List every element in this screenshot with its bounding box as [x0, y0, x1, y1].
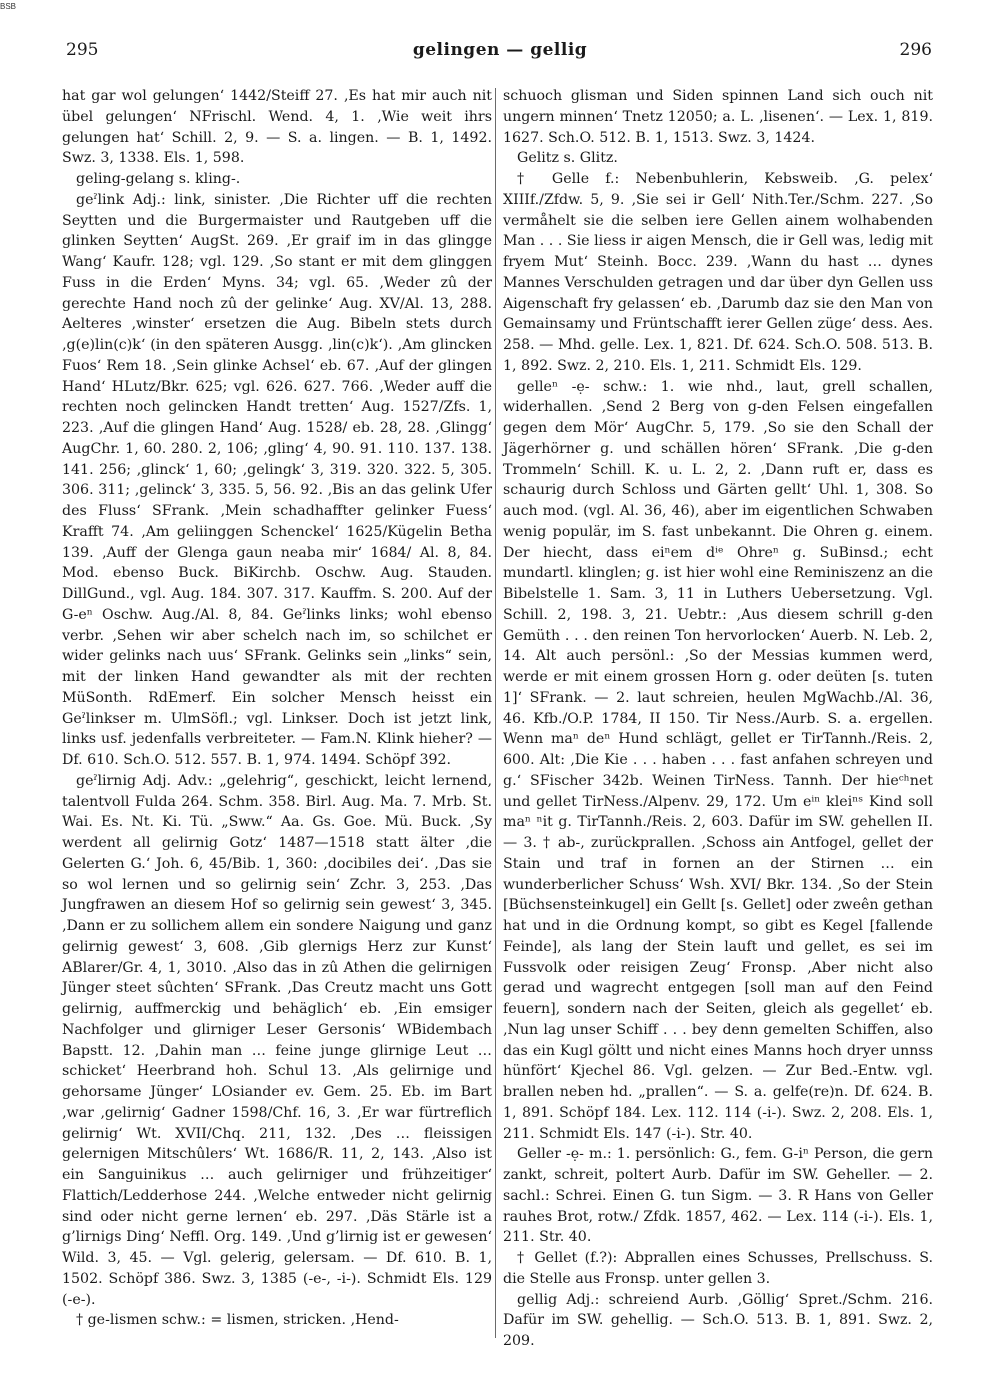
entry-continuation: hat gar wol gelungen‘ 1442/Steiff 27. ‚Es hat mir auch nit übel gelungen‘ NFrischl. Wend. 4, 1. ‚Wie weit ihrs gelungen hat‘ Schill. 2, 9. — S. a. lingen. — B. 1, 1492. Swz. 3, 1338. Els. 1, 598. — [62, 88, 492, 167]
entry-gelismen: † ge-lismen schw.: = lismen, stricken. ‚Hend- — [76, 1312, 399, 1329]
entry-geller: Geller -ẹ- m.: 1. persönlich: G., fem. G-iⁿ Person, die gern zankt, schreit, poltert Aurb. Dafür im SW. Geheller. — 2. sachl.: Schrei. Einen G. tun Sigm. — 3. R Hans von Geller rauhes Brot, rotw./ Zfdk. 1857, 462. — Lex. 114 (-i-). Els. 1, 211. Str. 40. — [503, 1146, 933, 1246]
page-number-left: 295 — [66, 40, 99, 60]
entry-gelink: geˀlink Adj.: link, sinister. ‚Die Richter uff die rechten Seytten und die Burgermaister und Rautgeben uff die glinken Seytten‘ AugSt. 269. ‚Er graif im in das glingge Wang‘ Kaufr. 128; vgl. 129. ‚So stant er mit dem glinggen Fuss in die Erden‘ Myns. 34; vgl. 65. ‚Weder zû der gerechte Hand noch zû der gelinke‘ Aug. XV/Al. 13, 288. Aelteres ‚winster‘ ersetzen die Aug. Bibeln stets durch ‚g(e)lin(c)k‘ (in den späteren Ausgg. ‚lin(c)k‘). ‚Am glincken Fuos‘ Rem 18. ‚Sein glinke Achsel‘ eb. 67. ‚Auf der glingen Hand‘ HLutz/Bkr. 625; vgl. 626. 627. 766. ‚Weder auff die rechten noch gelincken Handt tretten‘ Aug. 1527/Zfs. 1, 223. ‚Auf die glingen Hand‘ Aug. 1528/ eb. 28, 28. ‚Glingg‘ AugChr. 1, 60. 280. 2, 106; ‚gling‘ 4, 90. 91. 110. 137. 138. 141. 256; ‚glinck‘ 1, 60; ‚gelingk‘ 3, 319. 320. 322. 5, 305. 306. 311; ‚gelinck‘ 3, 335. 5, 56. 92. ‚Bis an das gelink Ufer des Fluss‘ SFrank. ‚Mein schadhaffter gelinker Fuess‘ Krafft 74. ‚Am geliinggen Schenckel‘ 1625/Kügelin Betha 139. ‚Auff der Glenga gaun neaba mir‘ 1684/ Al. 8, 84. Mod. ebenso Buck. BiKirchb. Oschw. Aug. Stauden. DillGund., vgl. Aug. 184. 307. 317. Kauffm. S. 200. Auf der G-eⁿ Oschw. Aug./Al. 8, 84. Geˀlinks links; wohl ebenso verbr. ‚Sehen wir aber schelch nach im, so schilchet er wider gelinks nach uus‘ SFrank. Gelinks sein „links“ sein, mit der linken Hand gewandter als mit der rechten MüSonth. RdEmerf. Ein solcher Mensch heisst ein Geˀlinkser m. UlmSöfl.; vgl. Linkser. Doch ist jetzt link, links usf. jedenfalls verbreiteter. — Fam.N. Klink hieher? — Df. 610. Sch.O. 512. 557. B. 1, 974. 1494. Schöpf 392. — [62, 191, 492, 768]
entry-geling-gelang: geling-gelang s. kling-. — [76, 171, 241, 187]
page-number-right: 296 — [899, 40, 932, 60]
library-stamp: BSB — [0, 2, 17, 11]
entry-gelle: † Gelle f.: Nebenbuhlerin, Kebsweib. ‚G. pelex‘ XIIIf./Zfdw. 5, 9. ‚Sie sei ir Gell‘ Nith.Ter./Schm. 227. ‚So vermåhelt sie die selben iere Gellen ainem wolhabenden Man . . . Sie liess ir aigen Mensch, die ir Gell was, ledig mit fryem Mut‘ Steinh. Bocc. 239. ‚Wann du hast … dynes Mannes Verschulden getragen und dar über dyn Gellen uss Aigenschaft fry gelassen‘ eb. ‚Darumb daz sie den Man von Gemainsamy und Früntschafft ierer Gellen züge‘ dess. Aes. 258. — Mhd. gelle. Lex. 1, 821. Df. 624. Sch.O. 508. 513. B. 1, 892. Swz. 2, 210. Els. 1, 211. Schmidt Els. 129. — [503, 171, 933, 374]
entry-gellen: gelleⁿ -ẹ- schw.: 1. wie nhd., laut, grell schallen, widerhallen. ‚Send 2 Berg von g-den Felsen eingefallen gegen dem Mör‘ AugChr. 5, 179. ‚So sie den Schall der Jägerhörner g. und schällen hören‘ SFrank. ‚Die g-den Trommeln‘ Schill. K. u. L. 2, 2. ‚Dann ruft er, dass es schaurig durch Schloss und Gärten gellt‘ Uhl. 1, 308. So auch mod. (vgl. Al. 36, 46), aber im eigentlichen Schwaben wenig populär, im S. fast unbekannt. Die Ohren g. einem. Der hiecht, dass eiⁿem dⁱᵉ Ohreⁿ g. SuBinsd.; echt mundartl. klinglen; g. ist hier wohl eine Reminiszenz an die Bibelstelle 1. Sam. 3, 11 in Luthers Uebersetzung. Vgl. Schill. 2, 198. 3, 21. Uebtr.: ‚Aus diesem schrill g-den Gemüth . . . den reinen Ton hervorlocken‘ Auerb. N. Leb. 2, 14. Alt auch persönl.: ‚So der Messias kummen werd, werde er mit einem grossen Horn g. oder deüten [s. tuten 1]‘ SFrank. — 2. laut schreien, heulen MgWachb./Al. 36, 46. Kfb./O.P. 1784, II 150. Tir Ness./Aurb. S. a. ergellen. Wenn maⁿ deⁿ Hund schlägt, gellet er TirTannh./Reis. 2, 600. Alt: ‚Die Kie . . . haben . . . fast anfahen schreyen und g.‘ SFischer 342b. Weinen TirNess. Tannh. Der hieᶜʰnet und gellet TirNess./Alpenv. 29, 172. Um eⁱⁿ kleiⁿˢ Kind soll maⁿ ⁿit g. TirTannh./Reis. 2, 603. Dafür im SW. gehellen II. — 3. † ab-, zurückprallen. ‚Schoss ain Antfogel, gellet der Stain und traf in fornen an der Stirnen … ein wunderberlicher Schuss‘ Wsh. XVI/ Bkr. 134. ‚So der Stein [Büchsensteinkugel] ein Gellt [s. Gellet] oder zweên gethan hat und in die Ordnung kompt, so gibt es Kegel [fallende Feinde], als lang der Stein lauft und gellet, es sei im Fussvolk oder reisigen Zeug‘ Fronsp. ‚Aber nicht also gerad und wagrecht entgegen [soll man auf den Feind feuern], sondern nach der Seiten, gleich als gegellet‘ eb. ‚Nun lag unser Schiff . . . bey denn gemelten Schiffen, also das ein Kugl göltt und nicht eines Manns hoch dryer unnss hünfört‘ Kjechel 86. Vgl. gelzen. — Zur Bed.-Entw. vgl. brallen neben hd. „prallen“. — S. a. gelfe(re)n. Df. 624. B. 1, 891. Schöpf 184. Lex. 112. 114 (-i-). Swz. 2, 208. Els. 1, 211. Schmidt Els. 147 (-i-). Str. 40. — [503, 378, 933, 1142]
entry-gelirnig: geˀlirnig Adj. Adv.: „gelehrig“, geschickt, leicht lernend, talentvoll Fulda 264. Schm. 358. Birl. Aug. Ma. 7. Mrb. St. Wai. Es. Nt. Ki. Tü. „Sww.“ Aa. Gs. Goe. Mü. Buck. ‚Sy werdent all gelirnig Gotz‘ 1487—1518 statt älter ‚die Gelerten G.‘ Joh. 6, 45/Bib. 1, 360: ‚docibiles dei‘. ‚Das sie so wol lernen und so gelirnig sein‘ Zchr. 3, 253. ‚Das Jungfrawen an diesem Hof so gelirnig sein gewest‘ 3, 345. ‚Dann er zu sollichem allem ein sondere Naigung und ganz gelirnig gewest‘ 3, 608. ‚Gib glernigs Herz zur Kunst‘ ABlarer/Gr. 4, 1, 3010. ‚Also das in zû Athen die gelirnigen Jünger steet sûchten‘ SFrank. ‚Das Creutz macht uns Gott gelirnig, auffmerckig und behäglich‘ eb. ‚Ein emsiger Nachfolger und glirniger Leser Gersonis‘ WBidembach Bapstt. 12. ‚Dahin man … feine junge glirnige Leut … schicket‘ Heerbrand hoh. Schul 13. ‚Als gelirnige und gehorsame Jünger‘ LOsiander ev. Gem. 25. Eb. im Bart ‚war ‚gelirnig‘ Gadner 1598/Chf. 16, 3. ‚Er war fürtreflich gelirnig‘ Wt. XVII/Chq. 211, 132. ‚Des … fleissigen gelernigen Mitschûlers‘ Wt. 1686/R. 11, 2, 143. ‚Also ist ein Sanguinikus … auch gelirniger und frühzeitiger‘ Flattich/Ledderhose 244. ‚Welche entweder nicht gelirnig sind oder nicht gerne lernen‘ eb. 297. ‚Däs Stärle ist a g’lirnigs Ding‘ Neffl. Org. 149. ‚Und g’lirnig ist er gewesen‘ Wild. 3, 45. — Vgl. gelerig, gelersam. — Df. 610. B. 1, 1502. Schöpf 386. Swz. 3, 1385 (-e-, -i-). Schmidt Els. 129 (-e-). — [62, 772, 492, 1308]
left-column — [62, 86, 492, 1331]
entry-gelitz: Gelitz s. Glitz. — [517, 150, 618, 167]
entry-gellig: gellig Adj.: schreiend Aurb. ‚Göllig‘ Spret./Schm. 216. Dafür im SW. gehellig. — Sch.O. 513. B. 1, 891. Swz. 2, 209. — [503, 1291, 933, 1349]
entry-gellet: † Gellet (f.?): Abprallen eines Schusses, Prellschuss. S. die Stelle aus Fronsp. unter gellen 3. — [503, 1250, 933, 1287]
column-divider — [495, 88, 496, 1338]
right-column — [503, 86, 933, 1352]
entry-gelismen-continuation: schuoch glisman und Siden spinnen Land sich ouch nit ungern minnen‘ Tnetz 12050; a. L. ‚lisenen‘. — Lex. 1, 819. 1627. Sch.O. 512. B. 1, 1513. Swz. 3, 1424. — [503, 88, 933, 146]
running-head: gelingen — gellig — [412, 40, 588, 60]
